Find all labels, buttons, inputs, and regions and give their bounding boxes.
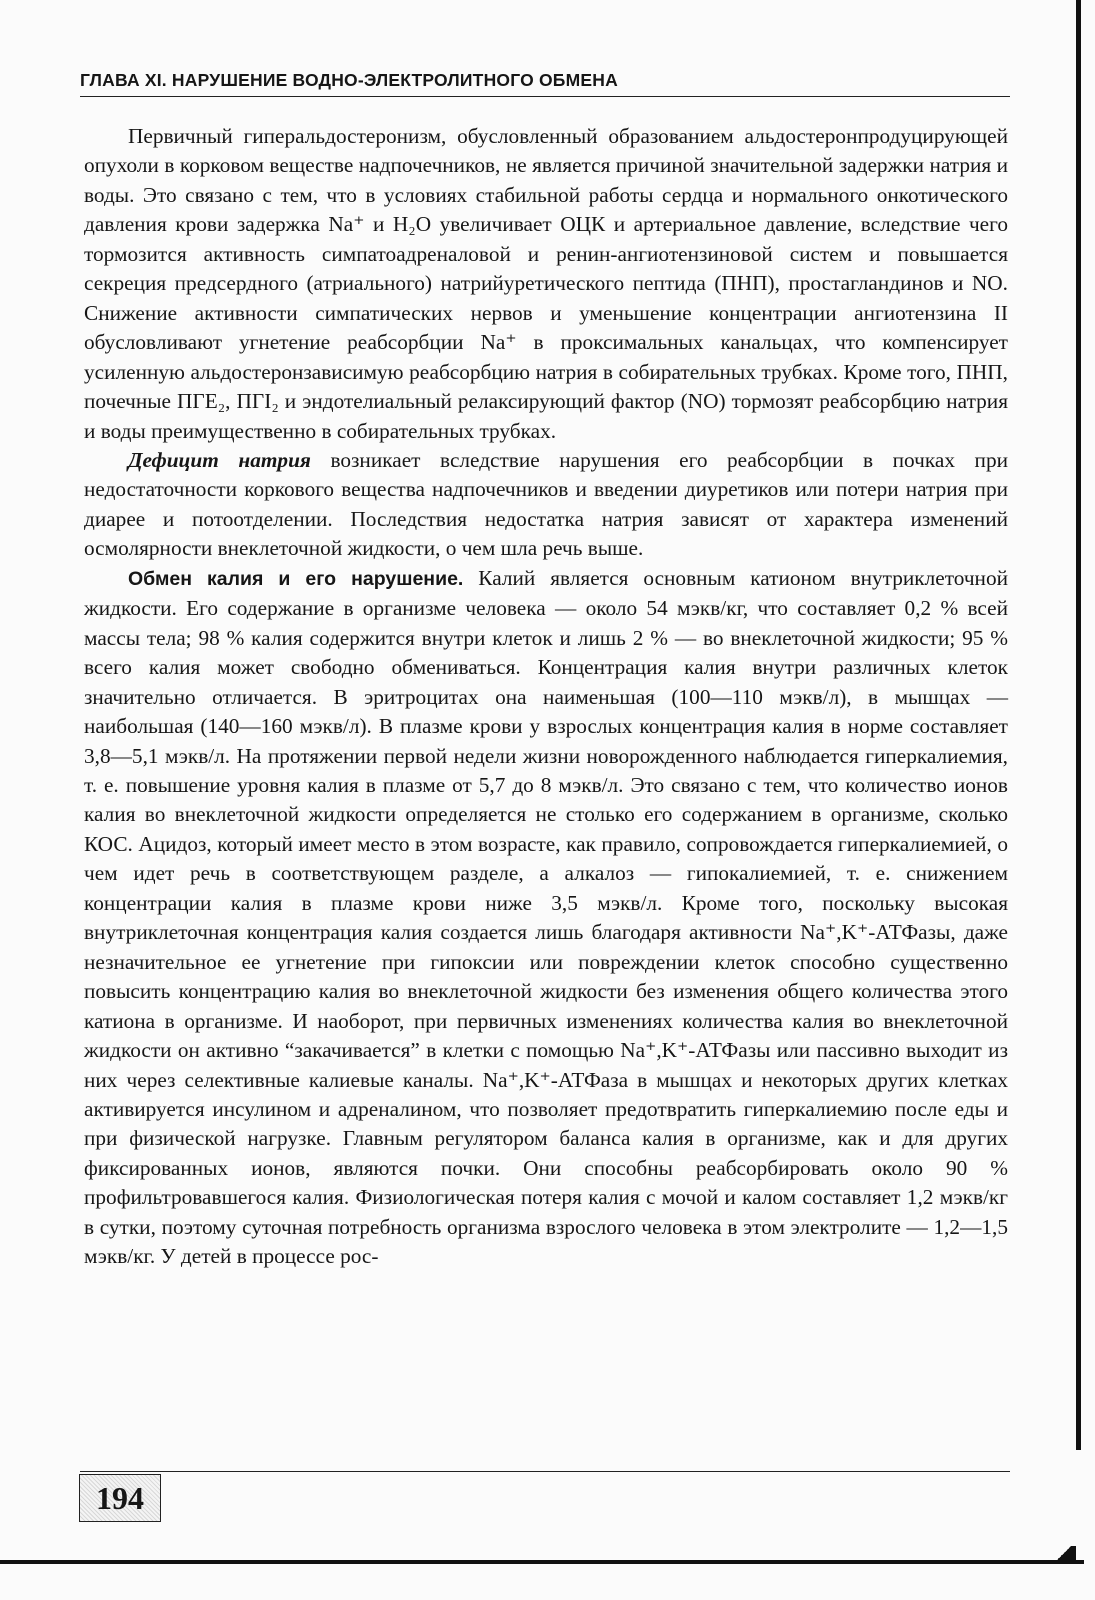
scan-edge-bottom bbox=[0, 1560, 1084, 1564]
paragraph-hyperaldosteronism bbox=[84, 122, 1008, 446]
chapter-running-header: ГЛАВА XI. НАРУШЕНИЕ ВОДНО-ЭЛЕКТРОЛИТНОГО ОБМЕНА bbox=[80, 70, 1010, 97]
scan-edge-corner bbox=[1052, 1546, 1076, 1560]
paragraph-text: Первичный гиперальдостеронизм, обусловленный образованием альдостеронпродуцирующей опухоли в корковом веществе надпочечников, не является причиной значительной задержки натрия и воды. Это связано с тем, что в условиях стабильной работы сердца и нормального онкотического давления крови задержка Na⁺ и H₂O увеличивает ОЦК и артериальное давление, вследствие чего тормозится активность симпатоадреналовой и ренин-ангиотензиновой систем и повышается секреция предсердного (атриального) натрийуретического пептида (ПНП), простагландинов и NO. Снижение активности симпатических нервов и уменьшение концентрации ангиотензина II обусловливают угнетение реабсорбции Na⁺ в проксимальных канальцах, что компенсирует усиленную альдостеронзависимую реабсорбцию натрия в собирательных трубках. Кроме того, ПНП, почечные ПГЕ₂, ПГI₂ и эндотелиальный релаксирующий фактор (NO) тормозят реабсорбцию натрия и воды преимущественно в собирательных трубках. bbox=[84, 124, 1008, 443]
footer-rule bbox=[80, 1471, 1010, 1472]
paragraph-text: Калий является основным катионом внутриклеточной жидкости. Его содержание в организме человека — около 54 мэкв/кг, что составляет 0,2 % всей массы тела; 98 % калия содержится внутри клеток и лишь 2 % — во внеклеточной жидкости; 95 % всего калия может свободно обмениваться. Концентрация калия внутри различных клеток значительно отличается. В эритроцитах она наименьшая (100—110 мэкв/л), в мышцах — наибольшая (140—160 мэкв/л). В плазме крови у взрослых концентрация калия в норме составляет 3,8—5,1 мэкв/л. На протяжении первой недели жизни новорожденного наблюдается гиперкалиемия, т. е. повышение уровня калия в плазме от 5,7 до 8 мэкв/л. Это связано с тем, что количество ионов калия во внеклеточной жидкости определяется не столько его содержанием в организме, сколько КОС. Ацидоз, который имеет место в этом возрасте, как правило, сопровождается гиперкалиемией, о чем идет речь в соответствующем разделе, а алкалоз — гипокалиемией, т. е. снижением концентрации калия в плазме крови ниже 3,5 мэкв/л. Кроме того, поскольку высокая внутриклеточная концентрация калия создается лишь благодаря активности Na⁺,K⁺-АТФазы, даже незначительное ее угнетение при гипоксии или повреждении клеток способно существенно повысить концентрацию калия во внеклеточной жидкости без изменения общего количества этого катиона в организме. И наоборот, при первичных изменениях количества калия во внеклеточной жидкости он активно “закачивается” в клетки с помощью Na⁺,K⁺-АТФазы или пассивно выходит из них через селективные калиевые каналы. Na⁺,K⁺-АТФаза в мышцах и некоторых других клетках активируется инсулином и адреналином, что позволяет предотвратить гиперкалиемию после еды и при физической нагрузке. Главным регулятором баланса калия в организме, как и для других фиксированных ионов, являются почки. Они способны реабсорбировать около 90 % профильтровавшегося калия. Физиологическая потеря калия с мочой и калом составляет 1,2 мэкв/кг в сутки, поэтому суточная потребность организма взрослого человека в этом электролите — 1,2—1,5 мэкв/кг. У детей в процессе рос- bbox=[84, 565, 1008, 1269]
paragraph-potassium-exchange bbox=[84, 564, 1008, 1272]
page-body bbox=[84, 122, 1008, 1272]
paragraph-lead: Дефицит натрия bbox=[128, 447, 311, 472]
page-number: 194 bbox=[79, 1474, 161, 1522]
paragraph-sodium-deficit bbox=[84, 446, 1008, 564]
scan-edge-right bbox=[1076, 0, 1081, 1450]
paragraph-text: возникает вследствие нарушения его реабсорбции в почках при недостаточности коркового вещества надпочечников и введении диуретиков или потери натрия при диарее и потоотделении. Последствия недостатка натрия зависят от характера изменений осмолярности внеклеточной жидкости, о чем шла речь выше. bbox=[84, 447, 1008, 561]
paragraph-lead: Обмен калия и его нарушение. bbox=[128, 567, 464, 590]
